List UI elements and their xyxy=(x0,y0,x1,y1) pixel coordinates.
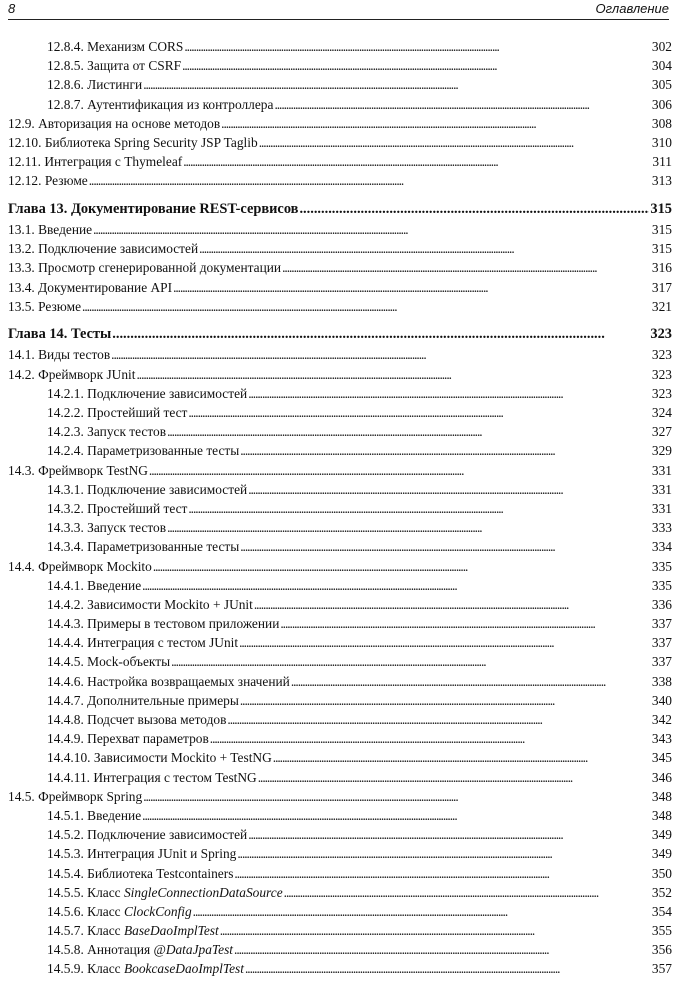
toc-entry-label xyxy=(47,883,283,902)
toc-entry-page: 331 xyxy=(651,462,672,478)
toc-entry[interactable] xyxy=(8,37,672,56)
dot-leader xyxy=(234,940,651,959)
dot-leader xyxy=(93,220,651,239)
toc-entry-page: 340 xyxy=(651,692,672,708)
toc-entry[interactable] xyxy=(8,748,672,767)
dot-leader xyxy=(136,365,650,384)
toc-entry-page: 313 xyxy=(651,173,672,189)
dot-leader xyxy=(240,441,651,460)
toc-entry-page: 331 xyxy=(651,481,672,497)
toc-entry[interactable] xyxy=(8,239,672,258)
dot-leader xyxy=(273,748,651,767)
toc-entry-page: 343 xyxy=(651,731,672,747)
toc-entry[interactable] xyxy=(8,95,672,114)
toc-entry-page: 310 xyxy=(651,134,672,150)
toc-entry-page: 345 xyxy=(651,750,672,766)
toc-entry[interactable] xyxy=(8,278,672,297)
dot-leader xyxy=(299,199,649,220)
dot-leader xyxy=(153,557,651,576)
toc-entry-label: 14.5.2. Подключение зависимостей xyxy=(47,827,248,843)
toc-entry-page: 306 xyxy=(651,96,672,112)
dot-leader xyxy=(193,902,651,921)
dot-leader xyxy=(259,133,651,152)
toc-entry[interactable] xyxy=(8,461,672,480)
dot-leader xyxy=(245,959,651,978)
toc-entry-page: 357 xyxy=(651,961,672,977)
toc-entry[interactable] xyxy=(8,403,672,422)
toc-entry-page: 355 xyxy=(651,923,672,939)
toc-entry-label-prefix: 14.5.5. Класс xyxy=(47,884,124,900)
toc-entry[interactable] xyxy=(8,710,672,729)
toc-entry-page: 348 xyxy=(651,788,672,804)
toc-entry-page: 331 xyxy=(651,500,672,516)
toc-entry[interactable] xyxy=(8,825,672,844)
toc-entry-label: 12.8.6. Листинги xyxy=(47,77,143,93)
toc-entry-page: 311 xyxy=(652,154,672,170)
toc-entry-label: 14.4.4. Интеграция с тестом JUnit xyxy=(47,635,239,651)
toc-entry-label xyxy=(47,940,233,959)
toc-entry[interactable] xyxy=(8,518,672,537)
toc-entry[interactable] xyxy=(8,258,672,277)
dot-leader xyxy=(112,324,649,345)
toc-entry-label-italic: ClockConfig xyxy=(123,903,192,919)
dot-leader xyxy=(184,37,651,56)
dot-leader xyxy=(284,883,651,902)
toc-entry-page: 323 xyxy=(651,385,672,401)
toc-entry[interactable] xyxy=(8,691,672,710)
toc-entry-page: 356 xyxy=(651,942,672,958)
toc-entry[interactable] xyxy=(8,633,672,652)
toc-entry-label: 14.4.8. Подсчет вызова методов xyxy=(47,712,227,727)
toc-entry-label: 14.2.1. Подключение зависимостей xyxy=(47,385,248,401)
toc-entry-page: 349 xyxy=(651,827,672,843)
toc-entry-page: 315 xyxy=(651,241,672,257)
toc-entry-label: 14.1. Виды тестов xyxy=(8,347,111,363)
toc-entry-label: 12.8.4. Механизм CORS xyxy=(47,39,184,54)
toc-entry-label: 14.4. Фреймворк Mockito xyxy=(8,558,152,574)
dot-leader xyxy=(274,95,650,114)
toc-entry-label: 13.5. Резюме xyxy=(8,298,82,314)
dot-leader xyxy=(240,691,651,710)
toc-entry-label: 12.8.7. Аутентификация из контроллера xyxy=(47,96,274,112)
toc-entry-label: Глава 13. Документирование REST-сервисов xyxy=(8,201,299,217)
toc-entry-label: 12.8.5. Защита от CSRF xyxy=(47,58,182,74)
dot-leader xyxy=(182,56,651,75)
toc-entry-page: 327 xyxy=(651,424,672,440)
toc-entry[interactable] xyxy=(8,864,672,883)
toc-entry[interactable] xyxy=(8,902,672,921)
toc-entry-page: 333 xyxy=(651,520,672,536)
toc-entry[interactable] xyxy=(8,384,672,403)
toc-entry-page: 350 xyxy=(651,865,672,881)
toc-entry-label: 14.4.9. Перехват параметров xyxy=(47,731,209,747)
toc-entry[interactable] xyxy=(8,921,672,940)
page-header xyxy=(8,0,669,20)
toc-entry-page: 342 xyxy=(651,712,672,727)
toc-entry-label: 14.4.7. Дополнительные примеры xyxy=(47,692,239,708)
toc-entry-label: Глава 14. Тесты xyxy=(8,326,112,343)
toc-entry-page: 334 xyxy=(651,539,672,555)
dot-leader xyxy=(167,518,651,537)
dot-leader xyxy=(167,422,651,441)
toc-entry-page: 337 xyxy=(651,635,672,651)
toc-entry-label: 12.9. Авторизация на основе методов xyxy=(8,115,221,131)
toc-entry-label-prefix: 14.5.7. Класс xyxy=(47,923,124,939)
dot-leader xyxy=(89,171,651,190)
toc-entry-label-italic: BaseDaoImplTest xyxy=(123,923,219,939)
toc-entry-page: 315 xyxy=(650,201,672,217)
toc-entry-label: 12.12. Резюме xyxy=(8,173,88,189)
toc-entry-page: 305 xyxy=(651,77,672,93)
toc-entry-label-italic: BookcaseDaoImplTest xyxy=(123,961,244,977)
toc-entry-page: 316 xyxy=(651,260,672,276)
running-title: Оглавление xyxy=(595,1,669,16)
toc-entry[interactable] xyxy=(8,557,672,576)
toc-entry-label: 12.11. Интеграция с Thymeleaf xyxy=(8,154,183,170)
toc-entry-label: 13.2. Подключение зависимостей xyxy=(8,241,199,257)
dot-leader xyxy=(291,672,651,691)
toc-entry[interactable] xyxy=(8,787,672,806)
toc-entry-page: 338 xyxy=(651,673,672,689)
toc-entry[interactable] xyxy=(8,652,672,671)
toc-entry-label: 14.5. Фреймворк Spring xyxy=(8,788,143,804)
toc-entry-label: 14.2.4. Параметризованные тесты xyxy=(47,443,240,459)
dot-leader xyxy=(248,825,651,844)
dot-leader xyxy=(199,239,651,258)
toc-entry[interactable] xyxy=(8,171,672,190)
toc-entry-label: 14.5.1. Введение xyxy=(47,807,142,823)
toc-entry-label: 14.3.4. Параметризованные тесты xyxy=(47,539,240,555)
dot-leader xyxy=(254,595,651,614)
dot-leader xyxy=(210,729,651,748)
toc-entry[interactable] xyxy=(8,152,672,171)
toc-entry-label: 14.3.3. Запуск тестов xyxy=(47,520,167,536)
toc-entry[interactable] xyxy=(8,537,672,556)
toc-entry[interactable] xyxy=(8,441,672,460)
dot-leader xyxy=(188,403,651,422)
toc-entry-label: 14.4.3. Примеры в тестовом приложении xyxy=(47,616,280,632)
toc-entry[interactable] xyxy=(8,114,672,133)
toc-entry-page: 321 xyxy=(651,298,672,314)
dot-leader xyxy=(248,384,651,403)
table-of-contents xyxy=(8,37,672,979)
toc-entry[interactable] xyxy=(8,422,672,441)
dot-leader xyxy=(258,768,651,787)
toc-chapter[interactable] xyxy=(8,199,672,220)
toc-entry-page: 323 xyxy=(651,366,672,382)
toc-entry[interactable] xyxy=(8,768,672,787)
toc-entry[interactable] xyxy=(8,345,672,364)
dot-leader xyxy=(227,710,650,729)
dot-leader xyxy=(111,345,651,364)
toc-entry-label xyxy=(47,902,192,921)
dot-leader xyxy=(188,499,651,518)
toc-entry-page: 354 xyxy=(651,903,672,919)
toc-entry[interactable] xyxy=(8,959,672,978)
dot-leader xyxy=(282,258,651,277)
dot-leader xyxy=(239,633,651,652)
toc-entry-label: 14.4.6. Настройка возвращаемых значений xyxy=(47,673,290,689)
toc-entry-label: 13.1. Введение xyxy=(8,222,93,237)
toc-entry-page: 323 xyxy=(650,326,672,343)
dot-leader xyxy=(280,614,651,633)
toc-entry-page: 308 xyxy=(651,115,672,131)
dot-leader xyxy=(221,114,651,133)
toc-entry-label: 14.3.2. Простейший тест xyxy=(47,500,188,516)
toc-entry[interactable] xyxy=(8,614,672,633)
toc-entry[interactable] xyxy=(8,844,672,863)
toc-entry-label: 14.3. Фреймворк TestNG xyxy=(8,462,148,478)
toc-entry-page: 323 xyxy=(651,347,672,363)
toc-entry[interactable] xyxy=(8,672,672,691)
toc-entry-label: 14.4.11. Интеграция с тестом TestNG xyxy=(47,769,257,785)
dot-leader xyxy=(142,806,651,825)
dot-leader xyxy=(240,537,651,556)
toc-entry-page: 352 xyxy=(651,884,672,900)
toc-entry-label xyxy=(47,921,219,940)
toc-entry-label-italic: @DataJpaTest xyxy=(153,942,234,958)
toc-entry-page: 346 xyxy=(651,769,672,785)
toc-entry-label xyxy=(47,959,244,978)
toc-entry-label: 14.5.3. Интеграция JUnit и Spring xyxy=(47,846,237,862)
dot-leader xyxy=(171,652,651,671)
toc-entry-page: 324 xyxy=(651,405,672,420)
toc-entry-page: 349 xyxy=(651,846,672,862)
toc-entry[interactable] xyxy=(8,595,672,614)
toc-entry-page: 348 xyxy=(651,807,672,823)
dot-leader xyxy=(183,152,651,171)
toc-entry[interactable] xyxy=(8,576,672,595)
dot-leader xyxy=(220,921,651,940)
toc-entry-page: 336 xyxy=(651,596,672,612)
dot-leader xyxy=(143,75,651,94)
dot-leader xyxy=(237,844,651,863)
toc-entry-page: 335 xyxy=(651,577,672,593)
toc-entry[interactable] xyxy=(8,499,672,518)
toc-entry-label: 14.4.10. Зависимости Mockito + TestNG xyxy=(47,750,272,766)
toc-entry-page: 337 xyxy=(651,616,672,632)
toc-entry[interactable] xyxy=(8,297,672,316)
dot-leader xyxy=(142,576,651,595)
toc-entry[interactable] xyxy=(8,940,672,959)
toc-entry-label: 12.10. Библиотека Spring Security JSP Taglib xyxy=(8,134,258,150)
toc-entry-label: 14.2. Фреймворк JUnit xyxy=(8,366,136,382)
dot-leader xyxy=(234,864,650,883)
toc-entry[interactable] xyxy=(8,806,672,825)
dot-leader xyxy=(248,480,651,499)
toc-entry-label-prefix: 14.5.8. Аннотация xyxy=(47,942,154,958)
toc-entry-label: 13.4. Документирование API xyxy=(8,279,173,295)
toc-entry-label-italic: SingleConnectionDataSource xyxy=(123,884,283,900)
toc-entry-label: 14.3.1. Подключение зависимостей xyxy=(47,481,248,497)
dot-leader xyxy=(173,278,651,297)
toc-chapter[interactable] xyxy=(8,324,672,345)
toc-entry-label: 14.2.3. Запуск тестов xyxy=(47,424,167,440)
toc-entry[interactable] xyxy=(8,365,672,384)
toc-entry-label: 14.4.2. Зависимости Mockito + JUnit xyxy=(47,596,253,612)
page-number: 8 xyxy=(8,1,16,16)
toc-entry[interactable] xyxy=(8,220,672,239)
toc-entry-label-prefix: 14.5.9. Класс xyxy=(47,961,124,977)
toc-entry-label: 14.4.5. Mock-объекты xyxy=(47,654,171,670)
toc-entry[interactable] xyxy=(8,883,672,902)
toc-entry-label-prefix: 14.5.6. Класс xyxy=(47,903,124,919)
toc-entry-label: 14.2.2. Простейший тест xyxy=(47,405,188,420)
toc-entry-label: 14.5.4. Библиотека Testcontainers xyxy=(47,865,234,881)
toc-entry[interactable] xyxy=(8,75,672,94)
toc-entry-page: 337 xyxy=(651,654,672,670)
toc-entry-page: 317 xyxy=(651,279,672,295)
dot-leader xyxy=(149,461,651,480)
toc-entry[interactable] xyxy=(8,133,672,152)
toc-entry[interactable] xyxy=(8,56,672,75)
dot-leader xyxy=(143,787,651,806)
toc-entry-page: 315 xyxy=(651,222,672,237)
toc-entry-page: 329 xyxy=(651,443,672,459)
toc-entry-label: 13.3. Просмотр сгенерированной документации xyxy=(8,260,282,276)
toc-entry[interactable] xyxy=(8,480,672,499)
dot-leader xyxy=(82,297,651,316)
toc-entry-page: 302 xyxy=(651,39,672,54)
toc-entry[interactable] xyxy=(8,729,672,748)
toc-entry-page: 335 xyxy=(651,558,672,574)
toc-entry-page: 304 xyxy=(651,58,672,74)
toc-entry-label: 14.4.1. Введение xyxy=(47,577,142,593)
